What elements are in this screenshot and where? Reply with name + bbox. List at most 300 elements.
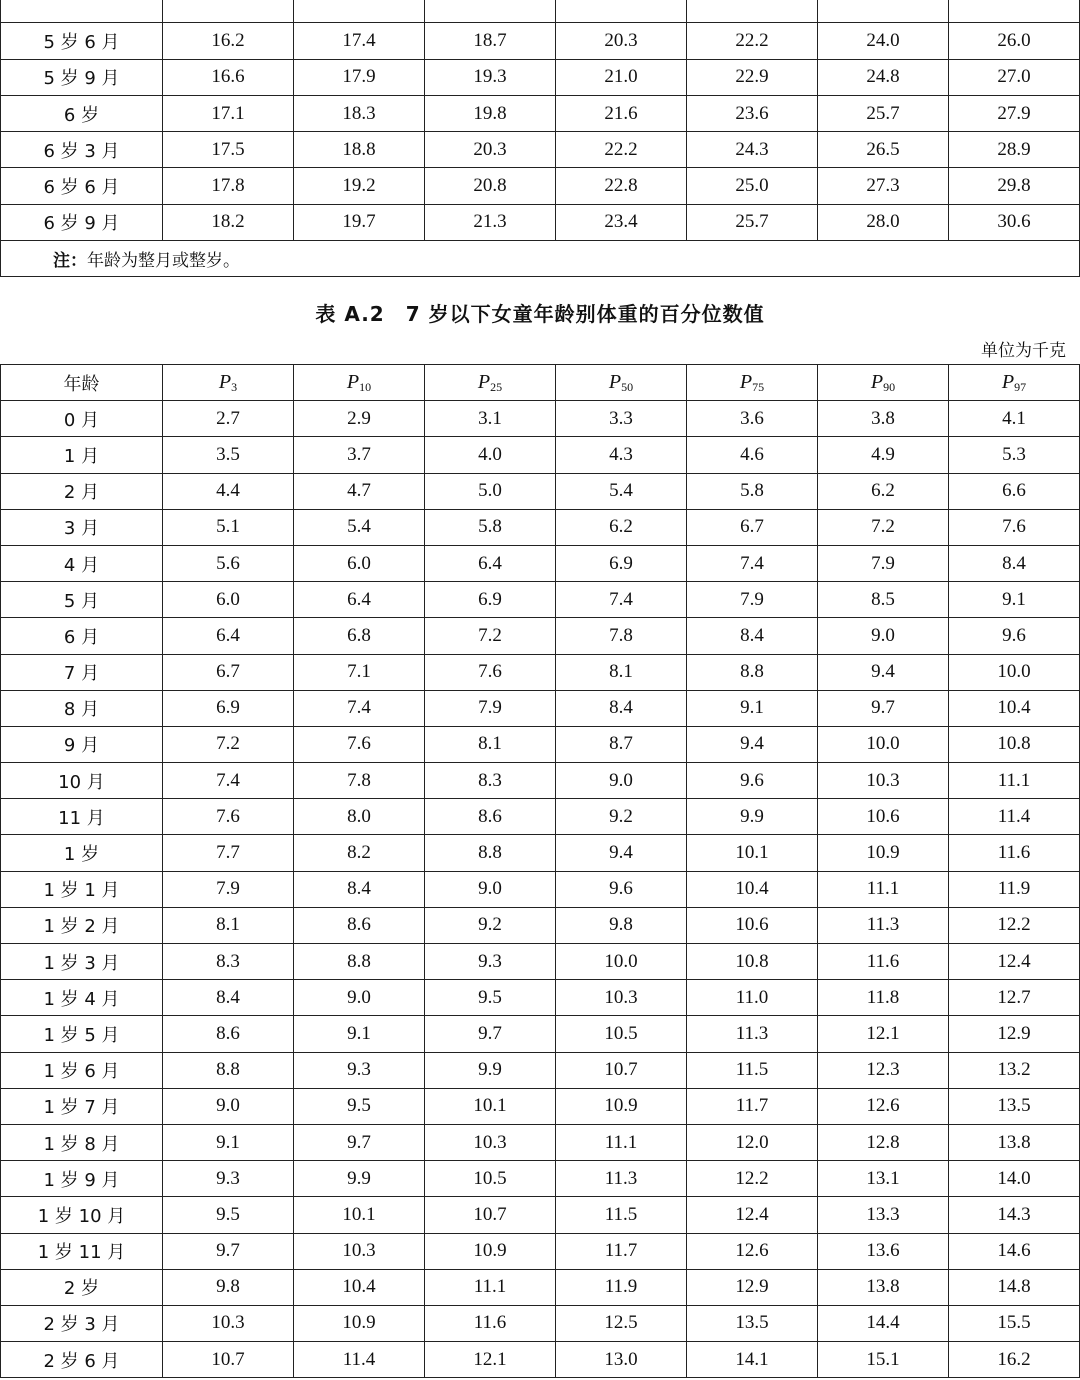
value-cell: 11.0 — [687, 980, 818, 1016]
value-cell: 17.4 — [294, 23, 425, 59]
table-row — [1, 59, 1080, 95]
value-cell: 8.1 — [163, 907, 294, 943]
value-cell: 5.8 — [425, 509, 556, 545]
value-cell: 12.2 — [687, 1161, 818, 1197]
value-cell: 19.2 — [294, 168, 425, 204]
value-cell: 10.3 — [818, 763, 949, 799]
value-cell: 10.8 — [687, 944, 818, 980]
value-cell: 9.4 — [687, 726, 818, 762]
table-row — [1, 0, 1080, 23]
value-cell: 10.9 — [818, 835, 949, 871]
value-cell: 6.7 — [163, 654, 294, 690]
value-cell: 3.6 — [687, 401, 818, 437]
value-cell: 14.3 — [949, 1197, 1080, 1233]
table-row — [1, 871, 1080, 907]
age-cell: 0 月 — [1, 401, 163, 437]
value-cell: 24.8 — [818, 59, 949, 95]
value-cell: 8.6 — [163, 1016, 294, 1052]
value-cell: 6.4 — [294, 582, 425, 618]
value-cell: 11.5 — [556, 1197, 687, 1233]
age-cell: 9 月 — [1, 726, 163, 762]
age-cell: 3 月 — [1, 509, 163, 545]
table-body — [1, 401, 1080, 1378]
value-cell: 10.7 — [163, 1342, 294, 1378]
table-row — [1, 1305, 1080, 1341]
value-cell: 8.4 — [556, 690, 687, 726]
value-cell: 14.4 — [818, 1305, 949, 1341]
age-cell: 1 岁 1 月 — [1, 871, 163, 907]
value-cell — [687, 0, 818, 23]
age-cell: 6 岁 6 月 — [1, 168, 163, 204]
value-cell: 5.0 — [425, 473, 556, 509]
value-cell: 8.0 — [294, 799, 425, 835]
age-cell: 1 岁 10 月 — [1, 1197, 163, 1233]
value-cell: 10.1 — [294, 1197, 425, 1233]
value-cell: 13.2 — [949, 1052, 1080, 1088]
value-cell: 24.0 — [818, 23, 949, 59]
value-cell: 16.2 — [163, 23, 294, 59]
value-cell: 9.5 — [425, 980, 556, 1016]
value-cell: 8.7 — [556, 726, 687, 762]
age-cell: 10 月 — [1, 763, 163, 799]
value-cell: 22.2 — [556, 132, 687, 168]
value-cell: 28.9 — [949, 132, 1080, 168]
value-cell: 17.9 — [294, 59, 425, 95]
value-cell: 9.2 — [556, 799, 687, 835]
value-cell: 25.7 — [687, 204, 818, 240]
table-row — [1, 1342, 1080, 1378]
age-cell: 8 月 — [1, 690, 163, 726]
value-cell: 7.7 — [163, 835, 294, 871]
table-row — [1, 204, 1080, 240]
value-cell: 13.6 — [818, 1233, 949, 1269]
value-cell: 9.0 — [425, 871, 556, 907]
percentile-symbol: P — [870, 370, 884, 393]
value-cell: 9.7 — [163, 1233, 294, 1269]
value-cell: 9.1 — [949, 582, 1080, 618]
value-cell: 13.0 — [556, 1342, 687, 1378]
percentile-subscript: 50 — [621, 379, 634, 394]
girls-weight-percentile-table — [0, 364, 1080, 1378]
value-cell: 17.5 — [163, 132, 294, 168]
table-row — [1, 1016, 1080, 1052]
header-percentile-p75 — [687, 365, 818, 401]
value-cell: 7.9 — [818, 545, 949, 581]
value-cell: 7.1 — [294, 654, 425, 690]
table-row — [1, 907, 1080, 943]
value-cell: 9.7 — [818, 690, 949, 726]
value-cell: 11.6 — [949, 835, 1080, 871]
value-cell: 10.6 — [818, 799, 949, 835]
header-percentile-p97 — [949, 365, 1080, 401]
table-row — [1, 1161, 1080, 1197]
value-cell: 10.9 — [556, 1088, 687, 1124]
value-cell: 21.3 — [425, 204, 556, 240]
value-cell: 8.3 — [425, 763, 556, 799]
value-cell: 12.9 — [687, 1269, 818, 1305]
header-percentile-p3 — [163, 365, 294, 401]
value-cell: 12.6 — [818, 1088, 949, 1124]
value-cell: 10.7 — [425, 1197, 556, 1233]
value-cell: 9.7 — [294, 1124, 425, 1160]
age-cell: 7 月 — [1, 654, 163, 690]
value-cell: 9.1 — [163, 1124, 294, 1160]
header-percentile-p50 — [556, 365, 687, 401]
value-cell: 8.4 — [163, 980, 294, 1016]
value-cell: 7.9 — [425, 690, 556, 726]
table-row — [1, 401, 1080, 437]
percentile-symbol: P — [346, 370, 360, 393]
value-cell: 26.0 — [949, 23, 1080, 59]
value-cell: 12.8 — [818, 1124, 949, 1160]
value-cell: 7.6 — [425, 654, 556, 690]
value-cell: 20.3 — [556, 23, 687, 59]
table-row — [1, 437, 1080, 473]
value-cell: 9.9 — [687, 799, 818, 835]
value-cell: 11.6 — [818, 944, 949, 980]
value-cell: 14.0 — [949, 1161, 1080, 1197]
value-cell: 9.7 — [425, 1016, 556, 1052]
table-note — [1, 241, 1080, 277]
age-cell: 6 岁 9 月 — [1, 204, 163, 240]
value-cell: 11.1 — [556, 1124, 687, 1160]
value-cell: 3.7 — [294, 437, 425, 473]
value-cell: 14.8 — [949, 1269, 1080, 1305]
value-cell: 11.1 — [425, 1269, 556, 1305]
unit-label: 单位为千克 — [981, 341, 1066, 361]
value-cell: 10.3 — [425, 1124, 556, 1160]
value-cell: 12.4 — [687, 1197, 818, 1233]
value-cell: 17.1 — [163, 95, 294, 131]
percentile-subscript: 10 — [359, 379, 372, 394]
value-cell — [556, 0, 687, 23]
table-row — [1, 980, 1080, 1016]
percentile-symbol: P — [608, 370, 622, 393]
table-row — [1, 95, 1080, 131]
value-cell: 9.3 — [425, 944, 556, 980]
value-cell: 7.9 — [163, 871, 294, 907]
value-cell: 3.8 — [818, 401, 949, 437]
percentile-subscript: 97 — [1014, 379, 1027, 394]
value-cell: 9.0 — [556, 763, 687, 799]
value-cell: 20.8 — [425, 168, 556, 204]
percentile-symbol: P — [477, 370, 491, 393]
value-cell: 17.8 — [163, 168, 294, 204]
percentile-symbol: P — [218, 370, 232, 393]
value-cell: 6.9 — [556, 545, 687, 581]
value-cell: 14.6 — [949, 1233, 1080, 1269]
age-cell: 1 岁 7 月 — [1, 1088, 163, 1124]
age-cell: 2 岁 — [1, 1269, 163, 1305]
age-cell: 1 岁 9 月 — [1, 1161, 163, 1197]
value-cell: 7.6 — [294, 726, 425, 762]
value-cell: 11.5 — [687, 1052, 818, 1088]
value-cell: 22.8 — [556, 168, 687, 204]
value-cell: 10.4 — [294, 1269, 425, 1305]
value-cell: 15.1 — [818, 1342, 949, 1378]
value-cell: 12.5 — [556, 1305, 687, 1341]
value-cell: 6.9 — [425, 582, 556, 618]
table-row — [1, 582, 1080, 618]
value-cell: 11.8 — [818, 980, 949, 1016]
value-cell: 10.4 — [687, 871, 818, 907]
percentile-subscript: 3 — [231, 379, 238, 394]
table-row — [1, 1233, 1080, 1269]
table-row — [1, 168, 1080, 204]
value-cell: 5.4 — [556, 473, 687, 509]
value-cell — [818, 0, 949, 23]
table-row — [1, 1124, 1080, 1160]
value-cell: 12.1 — [818, 1016, 949, 1052]
value-cell: 14.1 — [687, 1342, 818, 1378]
value-cell: 7.8 — [294, 763, 425, 799]
value-cell: 5.6 — [163, 545, 294, 581]
value-cell — [425, 0, 556, 23]
table-row — [1, 473, 1080, 509]
value-cell: 16.2 — [949, 1342, 1080, 1378]
table-row — [1, 654, 1080, 690]
value-cell: 19.3 — [425, 59, 556, 95]
value-cell: 10.9 — [425, 1233, 556, 1269]
value-cell: 10.1 — [687, 835, 818, 871]
value-cell: 7.4 — [294, 690, 425, 726]
value-cell: 12.9 — [949, 1016, 1080, 1052]
percentile-symbol: P — [1001, 370, 1015, 393]
value-cell: 27.0 — [949, 59, 1080, 95]
percentile-subscript: 90 — [883, 379, 896, 394]
age-cell: 5 月 — [1, 582, 163, 618]
value-cell: 12.4 — [949, 944, 1080, 980]
value-cell: 9.4 — [818, 654, 949, 690]
value-cell: 27.3 — [818, 168, 949, 204]
value-cell — [294, 0, 425, 23]
value-cell: 10.1 — [425, 1088, 556, 1124]
value-cell: 10.5 — [425, 1161, 556, 1197]
value-cell: 6.0 — [294, 545, 425, 581]
value-cell: 18.2 — [163, 204, 294, 240]
value-cell: 13.8 — [818, 1269, 949, 1305]
value-cell: 3.1 — [425, 401, 556, 437]
age-cell: 6 岁 3 月 — [1, 132, 163, 168]
age-cell: 5 岁 6 月 — [1, 23, 163, 59]
value-cell: 21.6 — [556, 95, 687, 131]
value-cell: 13.8 — [949, 1124, 1080, 1160]
value-cell: 11.9 — [556, 1269, 687, 1305]
value-cell: 12.3 — [818, 1052, 949, 1088]
age-cell: 5 岁 9 月 — [1, 59, 163, 95]
value-cell: 5.8 — [687, 473, 818, 509]
table-row — [1, 618, 1080, 654]
value-cell: 10.5 — [556, 1016, 687, 1052]
value-cell: 8.5 — [818, 582, 949, 618]
value-cell: 4.4 — [163, 473, 294, 509]
value-cell: 11.4 — [294, 1342, 425, 1378]
value-cell: 30.6 — [949, 204, 1080, 240]
value-cell: 7.4 — [163, 763, 294, 799]
age-cell: 1 岁 6 月 — [1, 1052, 163, 1088]
age-cell: 4 月 — [1, 545, 163, 581]
age-cell: 1 岁 11 月 — [1, 1233, 163, 1269]
value-cell: 20.3 — [425, 132, 556, 168]
table-header-row — [1, 365, 1080, 401]
value-cell: 12.0 — [687, 1124, 818, 1160]
value-cell: 10.4 — [949, 690, 1080, 726]
value-cell: 12.7 — [949, 980, 1080, 1016]
value-cell: 9.2 — [425, 907, 556, 943]
age-cell: 2 岁 3 月 — [1, 1305, 163, 1341]
value-cell: 7.6 — [949, 509, 1080, 545]
value-cell: 21.0 — [556, 59, 687, 95]
value-cell: 10.3 — [556, 980, 687, 1016]
value-cell: 8.4 — [687, 618, 818, 654]
table-row — [1, 132, 1080, 168]
value-cell: 9.4 — [556, 835, 687, 871]
value-cell: 8.8 — [687, 654, 818, 690]
value-cell: 9.6 — [949, 618, 1080, 654]
table-note-row — [1, 241, 1080, 277]
value-cell: 11.6 — [425, 1305, 556, 1341]
table-row — [1, 726, 1080, 762]
value-cell: 23.4 — [556, 204, 687, 240]
value-cell: 11.3 — [556, 1161, 687, 1197]
value-cell: 10.3 — [163, 1305, 294, 1341]
value-cell: 6.2 — [556, 509, 687, 545]
value-cell: 6.0 — [163, 582, 294, 618]
value-cell: 6.6 — [949, 473, 1080, 509]
value-cell: 9.3 — [294, 1052, 425, 1088]
value-cell: 4.9 — [818, 437, 949, 473]
value-cell: 9.1 — [294, 1016, 425, 1052]
age-cell: 1 岁 4 月 — [1, 980, 163, 1016]
value-cell: 7.4 — [556, 582, 687, 618]
value-cell: 8.8 — [163, 1052, 294, 1088]
value-cell: 7.2 — [425, 618, 556, 654]
value-cell: 24.3 — [687, 132, 818, 168]
value-cell: 6.9 — [163, 690, 294, 726]
value-cell: 4.0 — [425, 437, 556, 473]
value-cell: 10.0 — [556, 944, 687, 980]
value-cell: 2.9 — [294, 401, 425, 437]
value-cell: 15.5 — [949, 1305, 1080, 1341]
value-cell: 22.2 — [687, 23, 818, 59]
value-cell: 9.0 — [294, 980, 425, 1016]
value-cell: 5.1 — [163, 509, 294, 545]
value-cell: 11.9 — [949, 871, 1080, 907]
value-cell: 7.6 — [163, 799, 294, 835]
note-label: 注： — [53, 251, 87, 272]
value-cell: 8.8 — [425, 835, 556, 871]
value-cell: 25.0 — [687, 168, 818, 204]
table-body — [1, 0, 1080, 241]
value-cell: 19.7 — [294, 204, 425, 240]
value-cell: 25.7 — [818, 95, 949, 131]
table-row — [1, 944, 1080, 980]
value-cell: 6.4 — [163, 618, 294, 654]
value-cell: 6.2 — [818, 473, 949, 509]
value-cell — [949, 0, 1080, 23]
age-cell: 1 岁 8 月 — [1, 1124, 163, 1160]
table-title: 表 A.2 7 岁以下女童年龄别体重的百分位数值 — [315, 302, 765, 326]
value-cell: 8.1 — [425, 726, 556, 762]
boys-weight-table-continuation — [0, 0, 1080, 277]
value-cell: 13.3 — [818, 1197, 949, 1233]
value-cell: 3.3 — [556, 401, 687, 437]
value-cell: 9.9 — [294, 1161, 425, 1197]
table-row — [1, 23, 1080, 59]
value-cell: 18.3 — [294, 95, 425, 131]
value-cell: 11.3 — [687, 1016, 818, 1052]
header-age: 年龄 — [1, 365, 163, 401]
age-cell: 2 岁 6 月 — [1, 1342, 163, 1378]
age-cell: 11 月 — [1, 799, 163, 835]
value-cell: 12.2 — [949, 907, 1080, 943]
value-cell: 9.3 — [163, 1161, 294, 1197]
value-cell: 2.7 — [163, 401, 294, 437]
value-cell: 27.9 — [949, 95, 1080, 131]
value-cell: 4.7 — [294, 473, 425, 509]
age-cell — [1, 0, 163, 23]
value-cell: 4.1 — [949, 401, 1080, 437]
value-cell: 11.7 — [556, 1233, 687, 1269]
value-cell: 5.4 — [294, 509, 425, 545]
value-cell: 9.5 — [294, 1088, 425, 1124]
value-cell: 29.8 — [949, 168, 1080, 204]
age-cell: 2 月 — [1, 473, 163, 509]
percentile-symbol: P — [739, 370, 753, 393]
value-cell: 10.3 — [294, 1233, 425, 1269]
value-cell: 23.6 — [687, 95, 818, 131]
value-cell: 4.3 — [556, 437, 687, 473]
value-cell: 7.4 — [687, 545, 818, 581]
value-cell: 3.5 — [163, 437, 294, 473]
value-cell — [163, 0, 294, 23]
value-cell: 16.6 — [163, 59, 294, 95]
value-cell: 9.8 — [556, 907, 687, 943]
value-cell: 9.6 — [687, 763, 818, 799]
value-cell: 11.3 — [818, 907, 949, 943]
value-cell: 4.6 — [687, 437, 818, 473]
header-percentile-p25 — [425, 365, 556, 401]
value-cell: 9.0 — [163, 1088, 294, 1124]
value-cell: 10.9 — [294, 1305, 425, 1341]
value-cell: 7.9 — [687, 582, 818, 618]
value-cell: 13.1 — [818, 1161, 949, 1197]
value-cell: 10.0 — [818, 726, 949, 762]
value-cell: 6.8 — [294, 618, 425, 654]
value-cell: 12.6 — [687, 1233, 818, 1269]
value-cell: 8.1 — [556, 654, 687, 690]
value-cell: 8.3 — [163, 944, 294, 980]
header-percentile-p90 — [818, 365, 949, 401]
value-cell: 8.4 — [949, 545, 1080, 581]
value-cell: 9.9 — [425, 1052, 556, 1088]
value-cell: 6.7 — [687, 509, 818, 545]
table-row — [1, 1269, 1080, 1305]
value-cell: 10.8 — [949, 726, 1080, 762]
age-cell: 1 岁 2 月 — [1, 907, 163, 943]
age-cell: 1 月 — [1, 437, 163, 473]
table-row — [1, 690, 1080, 726]
header-percentile-p10 — [294, 365, 425, 401]
age-cell: 1 岁 3 月 — [1, 944, 163, 980]
value-cell: 18.8 — [294, 132, 425, 168]
value-cell: 7.8 — [556, 618, 687, 654]
value-cell: 9.5 — [163, 1197, 294, 1233]
table-row — [1, 835, 1080, 871]
value-cell: 8.6 — [294, 907, 425, 943]
value-cell: 26.5 — [818, 132, 949, 168]
value-cell: 5.3 — [949, 437, 1080, 473]
